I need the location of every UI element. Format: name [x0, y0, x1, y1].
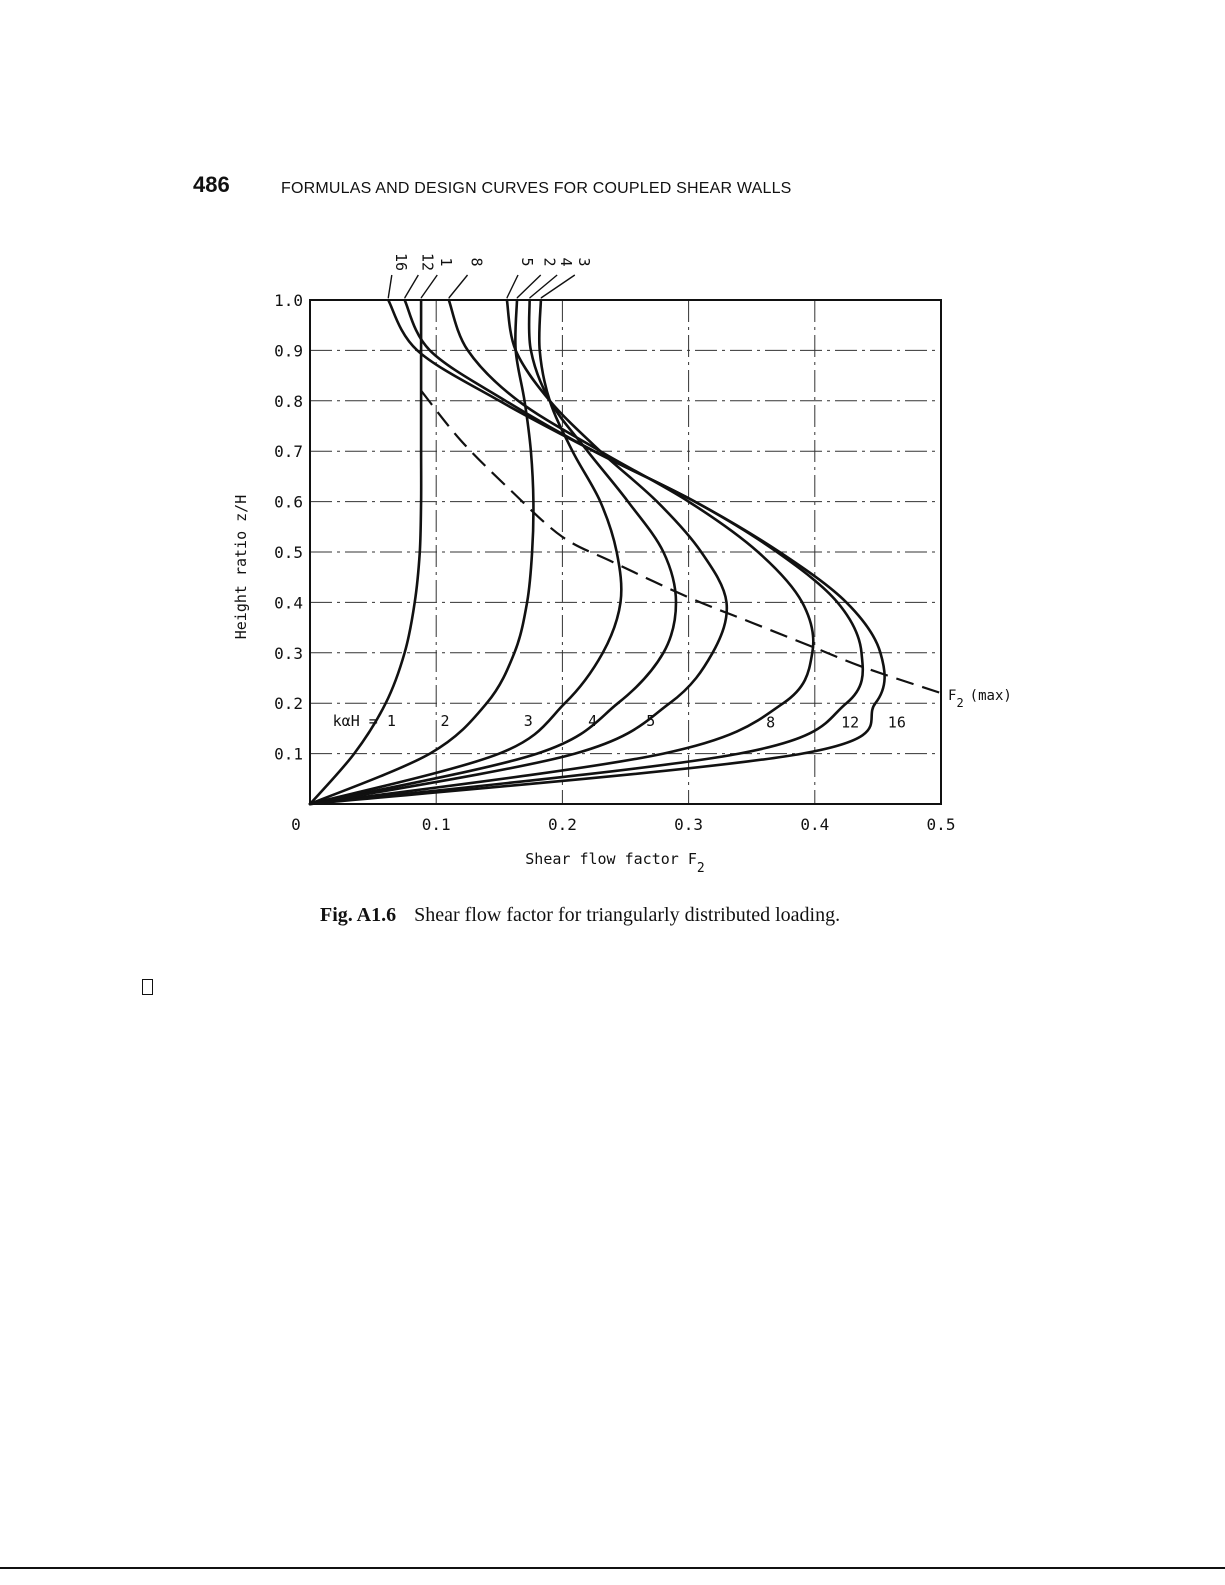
y-tick-label: 0.8 — [274, 391, 303, 411]
x-tick-label: 0.3 — [674, 815, 704, 834]
inline-label-16: 16 — [887, 713, 906, 732]
x-axis-label-text: Shear flow factor F — [525, 850, 697, 868]
inline-label-12: 12 — [841, 713, 860, 732]
x-axis-label — [525, 850, 704, 876]
top-label-12: 12 — [418, 252, 437, 272]
x-tick-label: 0.2 — [547, 815, 577, 834]
y-tick-label: 0.1 — [274, 744, 303, 764]
top-leader-2 — [517, 275, 541, 298]
top-leader-12 — [405, 275, 419, 298]
figure-caption-text: Shear flow factor for triangularly distributed loading. — [414, 904, 841, 926]
top-leader-16 — [388, 275, 392, 298]
top-label-1: 1 — [437, 257, 456, 267]
inline-label-5: 5 — [646, 711, 656, 730]
inline-label-2: 2 — [440, 711, 450, 730]
top-label-3: 3 — [574, 257, 593, 267]
y-tick-label: 1.0 — [274, 291, 303, 310]
page-number: 486 — [193, 172, 230, 197]
inline-label-4: 4 — [588, 711, 598, 730]
y-tick-label: 0.9 — [274, 341, 303, 361]
top-leader-4 — [530, 275, 558, 298]
y-tick-label: 0.2 — [274, 694, 303, 714]
y-tick-label: 0.3 — [274, 643, 303, 663]
tick-labels — [274, 291, 955, 834]
inline-label-1: kαH = 1 — [332, 711, 396, 730]
y-tick-label: 0.6 — [274, 492, 303, 512]
top-label-8: 8 — [467, 257, 486, 267]
y-tick-label: 0.5 — [274, 543, 303, 562]
box-icon — [142, 979, 153, 995]
running-head: FORMULAS AND DESIGN CURVES FOR COUPLED SHEAR WALLS — [281, 180, 792, 197]
max-curve-label-text: F — [948, 688, 957, 704]
top-label-16: 16 — [391, 252, 410, 272]
max-curve-label-suffix: (max) — [969, 688, 1012, 704]
inline-label-8: 8 — [766, 713, 776, 732]
x-tick-label: 0.1 — [421, 815, 451, 834]
x-tick-label: 0 — [291, 815, 301, 834]
inline-label-3: 3 — [523, 711, 533, 730]
top-leader-3 — [541, 275, 575, 298]
max-curve-label — [948, 688, 1012, 710]
x-axis-label-subscript: 2 — [696, 861, 705, 876]
y-tick-label: 0.7 — [274, 442, 303, 462]
max-curve-label-subscript: 2 — [956, 696, 964, 710]
figure-caption — [320, 904, 840, 927]
top-label-4: 4 — [557, 257, 576, 267]
top-leader-5 — [507, 275, 518, 298]
top-label-5: 5 — [518, 257, 537, 267]
top-leader-1 — [421, 275, 437, 298]
y-tick-label: 0.4 — [274, 593, 303, 613]
top-label-2: 2 — [540, 257, 559, 267]
y-axis-label: Height ratio z/H — [232, 494, 250, 640]
max-curve — [421, 391, 941, 693]
x-tick-label: 0.4 — [800, 815, 830, 834]
figure-label: Fig. A1.6 — [320, 904, 397, 926]
bottom-rule — [0, 1567, 1225, 1569]
x-tick-label: 0.5 — [926, 815, 956, 834]
top-leader-8 — [449, 275, 468, 298]
